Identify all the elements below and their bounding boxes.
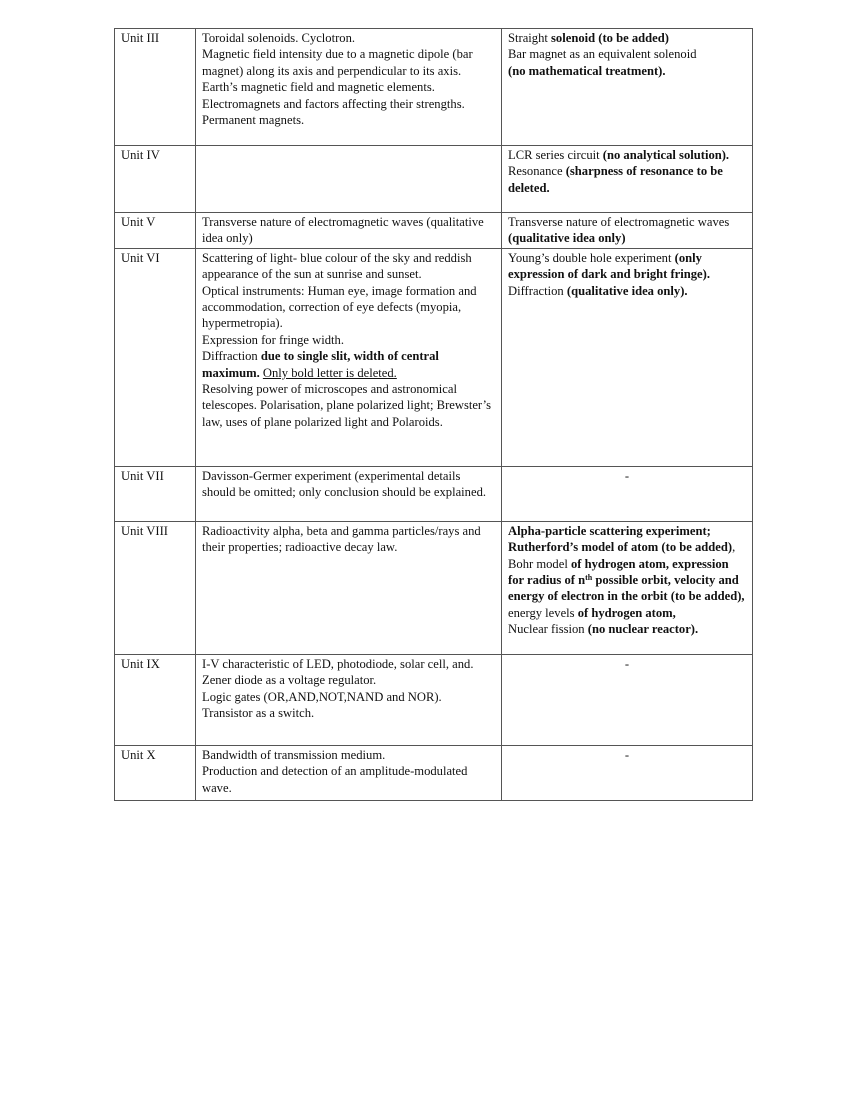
plain-text: LCR series circuit: [508, 148, 603, 162]
deleted-topics-cell: [196, 248, 502, 466]
cell-line: [202, 689, 495, 705]
no-change-dash: -: [624, 656, 630, 671]
plain-text: energy levels: [508, 605, 578, 620]
table-row-unit-v: [115, 213, 753, 249]
cell-line: [202, 381, 495, 430]
plain-text: Earth’s magnetic field and magnetic elements.: [202, 80, 435, 95]
plain-text: Straight: [508, 31, 552, 45]
plain-text: Electromagnets and factors affecting their strengths. Permanent magnets.: [202, 96, 465, 128]
deleted-topics-cell: [196, 745, 502, 800]
plain-text: Transistor as a switch.: [202, 706, 315, 721]
plain-text: Diffraction: [202, 349, 261, 364]
cell-line: [202, 214, 495, 247]
table-row-unit-iii: [115, 29, 753, 146]
changes-cell: [502, 466, 753, 521]
plain-text: Bar magnet as an equivalent solenoid: [508, 47, 697, 62]
bold-text: (no analytical solution).: [602, 148, 730, 162]
changes-cell: [502, 146, 753, 213]
plain-text: Resolving power of microscopes and astronomical telescopes. Polarisation, plane polarized light; Brewster’s law, uses of plane polarized light and Polaroids.: [202, 382, 491, 429]
plain-text: Expression for fringe width.: [202, 332, 344, 347]
table-row-unit-vi: [115, 248, 753, 466]
bold-text: solenoid (to be added): [551, 31, 669, 45]
cell-line: [202, 30, 495, 46]
unit-cell: Unit VIII: [115, 521, 196, 654]
unit-cell: Unit V: [115, 213, 196, 249]
changes-cell: [502, 521, 753, 654]
unit-cell: Unit VII: [115, 466, 196, 521]
plain-text: Scattering of light- blue colour of the sky and reddish appearance of the sun at sunrise and sunset.: [202, 250, 472, 282]
bold-text: possible orbit, velocity and energy of electron in the orbit (to be added),: [508, 573, 745, 604]
plain-text: Bandwidth of transmission medium.: [202, 747, 386, 762]
plain-text: , Bohr model: [508, 540, 736, 571]
plain-text: Optical instruments: Human eye, image formation and accommodation, correction of eye defects (myopia, hypermetropia).: [202, 283, 477, 331]
bold-text: (sharpness of resonance to be deleted.: [508, 164, 723, 195]
deleted-topics-cell: [196, 146, 502, 213]
plain-text: Transverse nature of electromagnetic waves: [508, 215, 730, 229]
plain-text: Diffraction: [508, 283, 567, 298]
unit-cell: Unit III: [115, 29, 196, 146]
table-row-unit-viii: [115, 521, 753, 654]
syllabus-changes-table: [114, 28, 753, 801]
changes-cell: [502, 248, 753, 466]
deleted-topics-cell: [196, 213, 502, 249]
bold-text: Alpha-particle scattering experiment; Rutherford’s model of atom (to be added): [508, 523, 733, 555]
cell-line: [202, 348, 495, 381]
bold-text: (no nuclear reactor).: [587, 622, 699, 637]
cell-line: [202, 656, 495, 672]
plain-text: Production and detection of an amplitude-modulated wave.: [202, 764, 468, 795]
cell-line: [508, 163, 746, 196]
bold-text: of hydrogen atom, expression for radius of n: [508, 556, 729, 588]
cell-line: [202, 705, 495, 721]
cell-line: [202, 46, 495, 79]
changes-cell: [502, 654, 753, 745]
bold-text: (only expression of dark and bright fringe).: [508, 250, 710, 282]
deleted-topics-cell: [196, 654, 502, 745]
changes-cell: [502, 213, 753, 249]
plain-text: Magnetic field intensity due to a magnetic dipole (bar magnet) along its axis and perpendicular to its axis.: [202, 47, 473, 78]
table-row-unit-vii: [115, 466, 753, 521]
plain-text: Radioactivity alpha, beta and gamma particles/rays and their properties; radioactive decay law.: [202, 523, 481, 555]
cell-line: [202, 468, 495, 501]
changes-cell: [502, 29, 753, 146]
cell-line: [508, 523, 746, 621]
cell-line: [202, 763, 495, 796]
cell-line: [202, 672, 495, 688]
deleted-topics-cell: [196, 521, 502, 654]
table-row-unit-ix: [115, 654, 753, 745]
unit-cell: Unit IV: [115, 146, 196, 213]
plain-text: Nuclear fission: [508, 622, 588, 637]
plain-text: Transverse nature of electromagnetic waves (qualitative idea only): [202, 215, 484, 246]
bold-text: of hydrogen atom,: [577, 605, 676, 620]
deleted-topics-cell: [196, 29, 502, 146]
no-change-dash: -: [624, 747, 630, 762]
bold-text: (no mathematical treatment).: [508, 63, 666, 78]
cell-line: [508, 147, 746, 163]
plain-text: Toroidal solenoids. Cyclotron.: [202, 31, 356, 45]
underlined-note: Only bold letter is deleted.: [262, 365, 397, 380]
cell-line: [508, 214, 746, 247]
cell-line: [508, 63, 746, 79]
cell-line: [508, 46, 746, 62]
cell-line: [508, 621, 746, 637]
changes-cell: [502, 745, 753, 800]
cell-line: [202, 332, 495, 348]
plain-text: Young’s double hole experiment: [508, 250, 675, 265]
no-change-dash: -: [624, 468, 630, 483]
plain-text: Zener diode as a voltage regulator.: [202, 673, 377, 688]
cell-line: [202, 747, 495, 763]
cell-line: [202, 283, 495, 332]
unit-cell: Unit X: [115, 745, 196, 800]
plain-text: Logic gates (OR,AND,NOT,NAND and NOR).: [202, 689, 442, 704]
table-row-unit-iv: [115, 146, 753, 213]
unit-cell: Unit VI: [115, 248, 196, 466]
deleted-topics-cell: [196, 466, 502, 521]
cell-line: [508, 283, 746, 299]
table-body: [115, 29, 753, 801]
cell-line: [508, 30, 746, 46]
cell-line: [202, 250, 495, 283]
cell-line: [202, 523, 495, 556]
unit-cell: Unit IX: [115, 654, 196, 745]
cell-line: [508, 250, 746, 283]
bold-text: (qualitative idea only).: [566, 283, 688, 298]
plain-text: Davisson-Germer experiment (experimental details should be omitted; only conclusion should be explained.: [202, 468, 487, 500]
table-row-unit-x: [115, 745, 753, 800]
cell-line: [202, 96, 495, 129]
plain-text: Resonance: [508, 164, 566, 179]
superscript-text: th: [585, 573, 593, 583]
cell-line: [202, 79, 495, 95]
bold-text: due to single slit, width of central maximum.: [202, 349, 439, 380]
plain-text: I-V characteristic of LED, photodiode, solar cell, and.: [202, 656, 474, 671]
bold-text: (qualitative idea only): [508, 231, 626, 246]
